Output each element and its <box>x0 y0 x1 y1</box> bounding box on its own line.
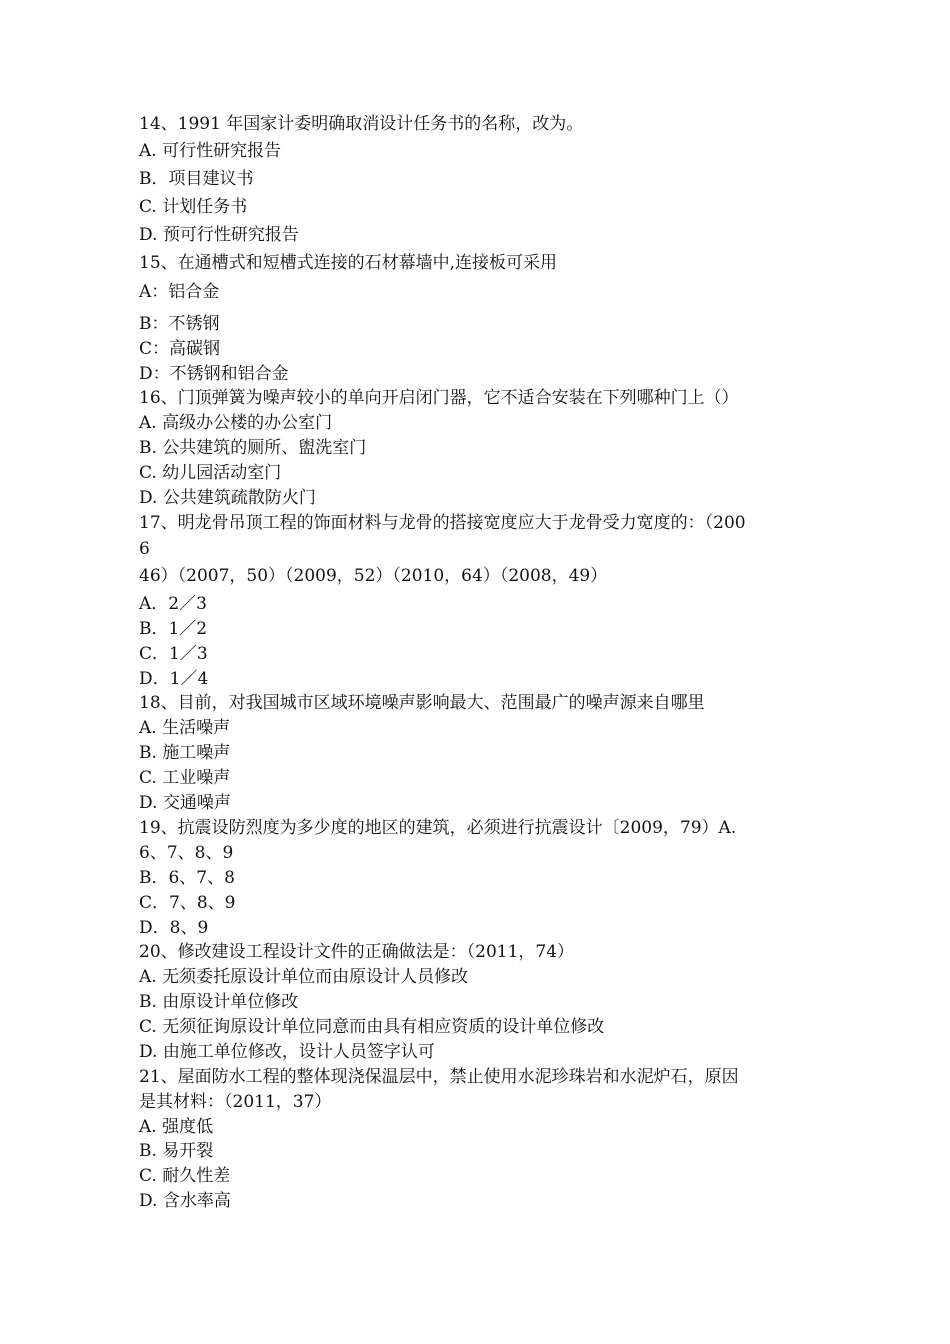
question-21-text: 21、屋面防水工程的整体现浇保温层中，禁止使用水泥珍珠岩和水泥炉石，原因 <box>139 1067 739 1087</box>
option-d: D. 由施工单位修改，设计人员签字认可 <box>139 1042 435 1062</box>
option-b: B．1／2 <box>139 619 208 639</box>
option-d: D：不锈钢和铝合金 <box>139 364 289 384</box>
option-d: D. 含水率高 <box>139 1191 231 1211</box>
option-d: D. 预可行性研究报告 <box>139 225 299 245</box>
question-18-text: 18、目前，对我国城市区域环境噪声影响最大、范围最广的噪声源来自哪里 <box>139 693 705 713</box>
option-d: D．8、9 <box>139 918 209 938</box>
option-a: A. 可行性研究报告 <box>139 141 282 161</box>
option-a: A. 生活噪声 <box>139 718 231 738</box>
option-b: B．6、7、8 <box>139 868 235 888</box>
question-19-text: 19、抗震设防烈度为多少度的地区的建筑，必须进行抗震设计〔2009，79）A. <box>139 818 737 838</box>
option-a: A：铝合金 <box>139 282 220 302</box>
option-c: C. 耐久性差 <box>139 1166 231 1186</box>
question-17-references: 46）（2007，50）（2009，52）（2010，64）（2008，49） <box>139 566 608 586</box>
option-c: C．7、8、9 <box>139 893 236 913</box>
option-d: D. 公共建筑疏散防火门 <box>139 488 316 508</box>
question-21-text-continued: 是其材料：（2011，37） <box>139 1092 332 1112</box>
option-b: B. 施工噪声 <box>139 743 231 763</box>
option-c: C．1／3 <box>139 644 208 664</box>
option-c: C. 幼儿园活动室门 <box>139 463 282 483</box>
question-16-text: 16、门顶弹簧为噪声较小的单向开启闭门器，它不适合安装在下列哪种门上（） <box>139 388 739 408</box>
option-d: D．1／4 <box>139 669 209 689</box>
option-b: B. 公共建筑的厕所、盥洗室门 <box>139 438 367 458</box>
question-17-text: 17、明龙骨吊顶工程的饰面材料与龙骨的搭接宽度应大于龙骨受力宽度的：（200 <box>139 513 746 533</box>
option-a: A．2／3 <box>139 594 207 614</box>
option-a-value: 6、7、8、9 <box>139 843 234 863</box>
option-b: B．项目建议书 <box>139 169 254 189</box>
question-15-text: 15、在通槽式和短槽式连接的石材幕墙中,连接板可采用 <box>139 253 558 273</box>
option-a: A. 强度低 <box>139 1117 214 1137</box>
option-b: B. 易开裂 <box>139 1141 214 1161</box>
option-c: C：高碳钢 <box>139 339 221 359</box>
option-c: C. 计划任务书 <box>139 197 248 217</box>
question-20-text: 20、修改建设工程设计文件的正确做法是：（2011，74） <box>139 942 575 962</box>
option-a: A. 无须委托原设计单位而由原设计人员修改 <box>139 967 469 987</box>
option-d: D. 交通噪声 <box>139 793 231 813</box>
option-c: C. 无须征询原设计单位同意而由具有相应资质的设计单位修改 <box>139 1017 605 1037</box>
option-c: C. 工业噪声 <box>139 768 231 788</box>
question-17-text-continued: 6 <box>139 539 150 559</box>
option-a: A. 高级办公楼的办公室门 <box>139 413 333 433</box>
option-b: B. 由原设计单位修改 <box>139 992 299 1012</box>
option-b: B：不锈钢 <box>139 314 220 334</box>
question-14-text: 14、1991 年国家计委明确取消设计任务书的名称，改为。 <box>139 114 584 134</box>
